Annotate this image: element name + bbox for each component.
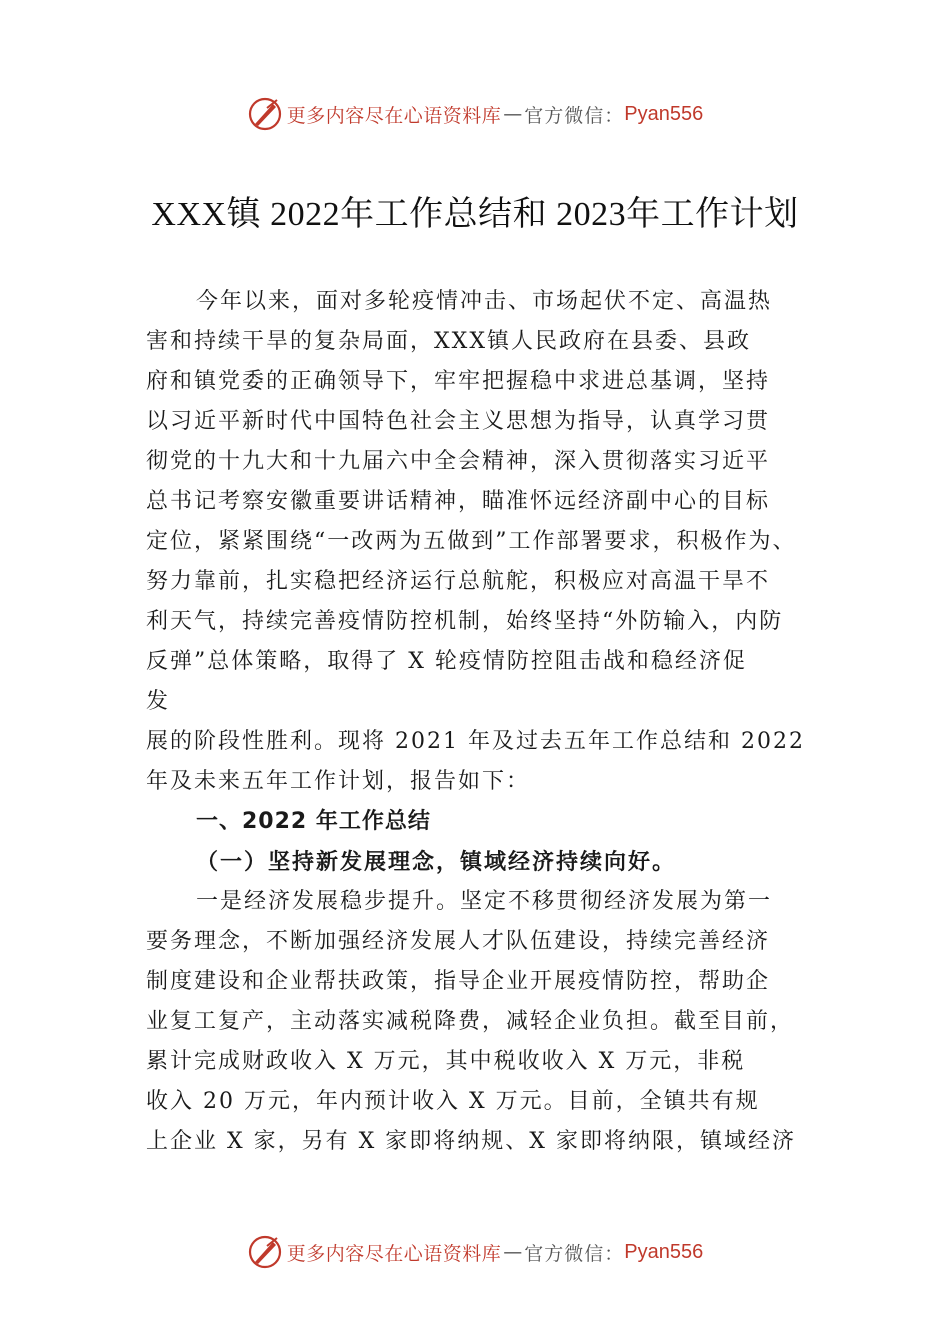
body-line: 展的阶段性胜利。现将 2021 年及过去五年工作总结和 2022 bbox=[146, 729, 805, 754]
body-line: 定位，紧紧围绕“一改两为五做到”工作部署要求，积极作为、 bbox=[146, 529, 797, 554]
footer-banner bbox=[0, 1232, 950, 1272]
body-line: 累计完成财政收入 X 万元，其中税收收入 X 万元，非税 bbox=[146, 1049, 746, 1074]
body-line: 发 bbox=[146, 689, 171, 714]
body-line: 年及未来五年工作计划，报告如下： bbox=[146, 769, 531, 794]
header-banner bbox=[0, 94, 950, 134]
banner-red-text: 更多内容尽在心语资料库 bbox=[286, 1242, 502, 1265]
body-line: 府和镇党委的正确领导下，牢牢把握稳中求进总基调，坚持 bbox=[146, 369, 771, 394]
banner-red-text: 更多内容尽在心语资料库 bbox=[286, 104, 502, 127]
body-line: 反弹”总体策略，取得了 X 轮疫情防控阻击战和稳经济促 bbox=[146, 649, 747, 674]
body-line: 今年以来，面对多轮疫情冲击、市场起伏不定、高温热 bbox=[196, 289, 773, 314]
document-body bbox=[146, 282, 826, 1162]
banner-gray-text: 官方微信： bbox=[524, 104, 625, 127]
body-line: 以习近平新时代中国特色社会主义思想为指导，认真学习贯 bbox=[146, 409, 771, 434]
body-line: 要务理念，不断加强经济发展人才队伍建设，持续完善经济 bbox=[146, 929, 771, 954]
quill-logo-icon bbox=[247, 1234, 283, 1270]
body-line: 努力靠前，扎实稳把经济运行总航舵，积极应对高温干旱不 bbox=[146, 569, 771, 594]
banner-wechat-id: Pyan556 bbox=[624, 102, 704, 125]
body-line: 一是经济发展稳步提升。坚定不移贯彻经济发展为第一 bbox=[196, 889, 773, 914]
body-line: 利天气，持续完善疫情防控机制，始终坚持“外防输入，内防 bbox=[146, 609, 784, 634]
banner-gray-text: 官方微信： bbox=[524, 1242, 625, 1265]
subsection-heading: （一）坚持新发展理念，镇域经济持续向好。 bbox=[196, 849, 677, 875]
body-line: 总书记考察安徽重要讲话精神，瞄准怀远经济副中心的目标 bbox=[146, 489, 771, 514]
section-heading: 一、2022 年工作总结 bbox=[196, 809, 431, 834]
body-line: 害和持续干旱的复杂局面，XXX镇人民政府在县委、县政 bbox=[146, 329, 751, 354]
document-title: XXX镇 2022年工作总结和 2023年工作计划 bbox=[151, 196, 799, 233]
body-line: 彻党的十九大和十九届六中全会精神，深入贯彻落实习近平 bbox=[146, 449, 771, 474]
body-line: 上企业 X 家，另有 X 家即将纳规、X 家即将纳限，镇域经济 bbox=[146, 1129, 796, 1154]
quill-logo-icon bbox=[247, 96, 283, 132]
banner-dash: — bbox=[503, 1241, 523, 1263]
banner-dash: — bbox=[503, 103, 523, 125]
banner-wechat-id: Pyan556 bbox=[624, 1240, 704, 1263]
body-line: 制度建设和企业帮扶政策，指导企业开展疫情防控，帮助企 bbox=[146, 969, 771, 994]
body-line: 业复工复产，主动落实减税降费，减轻企业负担。截至目前， bbox=[146, 1009, 795, 1034]
body-line: 收入 20 万元，年内预计收入 X 万元。目前，全镇共有规 bbox=[146, 1089, 760, 1114]
